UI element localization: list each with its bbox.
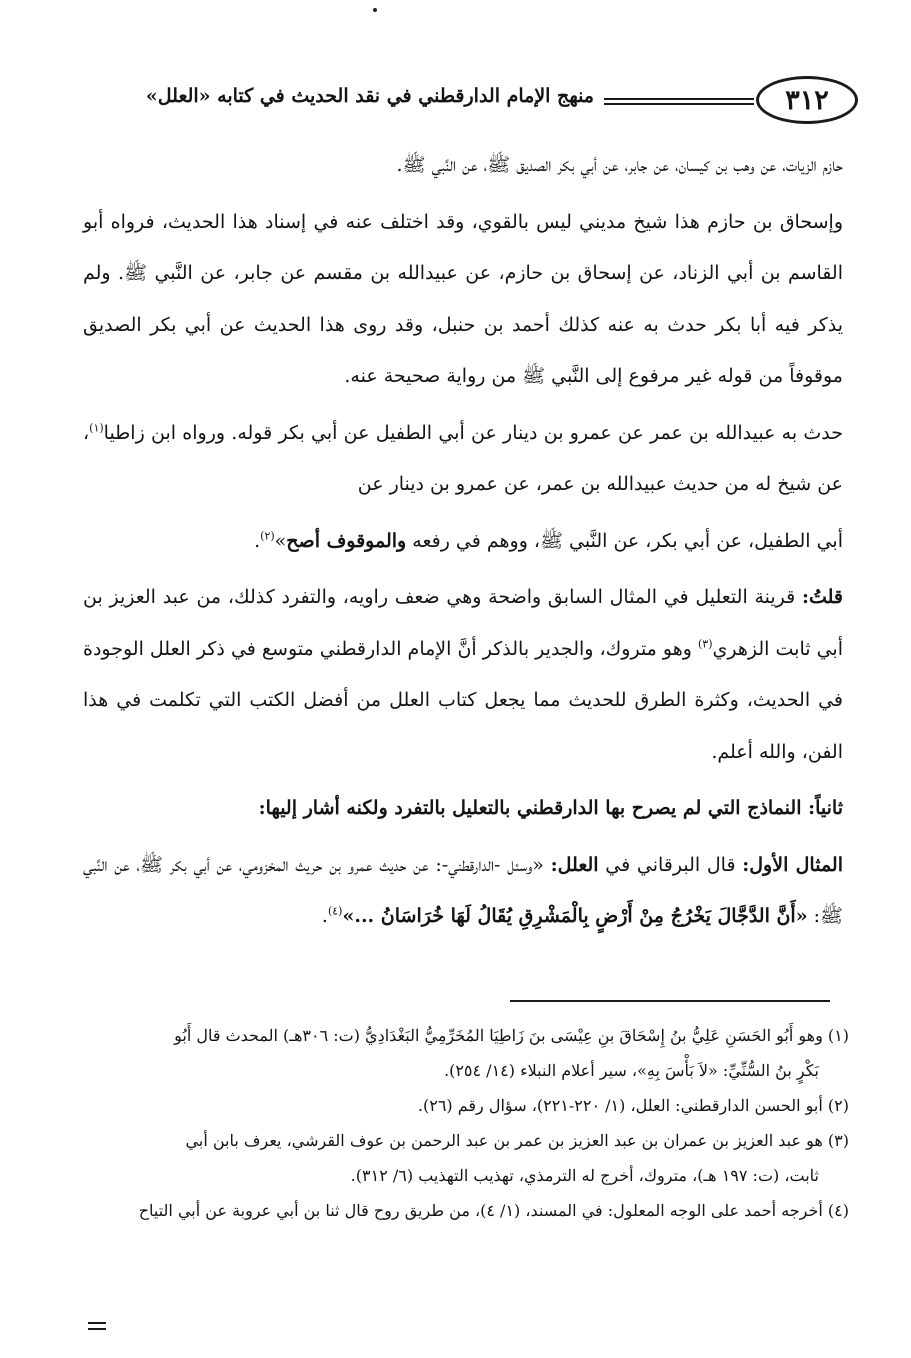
footnote-1: [61, 1018, 849, 1088]
running-title: منهج الإمام الدارقطني في نقد الحديث في كتابه «العلل»: [145, 85, 594, 107]
hadith-quote: «أَنَّ الدَّجَّالَ يَخْرُجُ مِنْ أَرْضٍ بِالْمَشْرِقِ يُقَالُ لَهَا خُرَاسَانُ ...»: [342, 905, 808, 927]
paragraph-3-text-b: ، عن شيخ له من حديث عبيدالله بن عمر، عن عمرو بن دينار عن: [83, 421, 843, 495]
paragraph-2-text: وإسحاق بن حازم هذا شيخ مديني ليس بالقوي، وقد اختلف عنه في إسناد هذا الحديث، فرواه أبو القاسم بن أبي الزناد، عن إسحاق بن حازم، عن عبيدالله بن مقسم عن جابر، عن النَّبي ﷺ. ولم يذكر فيه أبا بكر حدث به عنه كذلك أحمد بن حنبل، وقد روى هذا الحديث عن أبي بكر الصديق موقوفاً من قوله غير مرفوع إلى النَّبي ﷺ من رواية صحيحة عنه.: [83, 210, 843, 387]
page-number: ٣١٢: [756, 76, 858, 124]
footnotes: [61, 1018, 849, 1228]
paragraph-4-text-a: أبي الطفيل، عن أبي بكر، عن النَّبي ﷺ، ووهم في رفعه: [406, 529, 843, 552]
footnote-3: [61, 1123, 849, 1193]
paragraph-4: [83, 516, 843, 568]
paragraph-5: [83, 572, 843, 778]
paragraph-4-quote-close: »: [274, 529, 287, 552]
footnote-3-line-1: (٣) هو عبد العزيز بن عمران بن عبد العزيز بن عمر بن عبد الرحمن بن عوف القرشي، يعرف بابن أبي: [185, 1131, 849, 1150]
paragraph-4-period: .: [254, 529, 261, 552]
paragraph-5-text-a: قرينة التعليل في المثال السابق واضحة وهي ضعف راويه، والتفرد كذلك، من عبد العزيز بن أبي ثابت الزهري: [83, 586, 843, 660]
main-text: [83, 140, 843, 943]
paragraph-7-period: .: [321, 905, 328, 927]
paragraph-3-text-a: حدث به عبيدالله بن عمر عن عمرو بن دينار عن أبي الطفيل عن أبي بكر قوله. ورواه ابن زاطيا: [103, 421, 843, 444]
paragraph-4-bold: والموقوف أصح: [286, 529, 407, 552]
footnote-2-text: (٢) أبو الحسن الدارقطني: العلل، (١/ ٢٢٠-٢٢١)، سؤال رقم (٢٦).: [417, 1096, 849, 1115]
footnote-2: [61, 1088, 849, 1123]
footnote-4-text: (٤) أخرجه أحمد على الوجه المعلول: في المسند، (١/ ٤)، من طريق روح قال ثنا بن أبي عروبة عن أبي التياح: [138, 1201, 849, 1220]
paragraph-5-text-b: وهو متروك، والجدير بالذكر أنَّ الإمام الدارقطني متوسع في ذكر العلل الوجودة في الحديث، وكثرة الطرق للحديث مما يجعل كتاب العلل من أفضل الكتب التي تكلمت في هذا الفن، والله أعلم.: [83, 637, 843, 763]
paragraph-7-text-a: قال البرقاني في: [598, 853, 743, 876]
section-heading-text: ثانياً: النماذج التي لم يصرح بها الدارقطني بالتعليل بالتفرد ولكنه أشار إليها:: [258, 797, 843, 819]
header-rule: [604, 98, 754, 106]
paragraph-7: [83, 840, 843, 943]
paragraph-1-text: حازم الزيات، عن وهب بن كيسان، عن جابر، عن أبي بكر الصديق ﷺ، عن النَّبي ﷺ.: [396, 154, 843, 176]
paragraph-7-text-b: «وسئل -الدارقطني-: عن حديث عمرو بن حريث المخزومي، عن أبي بكر ﷺ، عن النَّبي ﷺ:: [83, 853, 843, 927]
footnote-ref-4: (٤): [327, 904, 343, 918]
running-header: [68, 72, 858, 132]
footnote-ref-1: (١): [89, 421, 104, 435]
footnote-ref-3: (٣): [698, 637, 713, 651]
footnote-3-line-2: ثابت، (ت: ١٩٧ هـ)، متروك، أخرج له الترمذي، تهذيب التهذيب (٦/ ٣١٢).: [350, 1166, 819, 1185]
continuation-mark: [88, 1322, 106, 1334]
footnote-1-line-2: بَكْرٍ بنُ السُّنِّيِّ: «لاَ بَأْسَ بِهِ»، سير أعلام النبلاء (١٤/ ٢٥٤).: [443, 1061, 819, 1080]
paragraph-2: [83, 197, 843, 403]
paragraph-7-label: المثال الأول:: [742, 853, 843, 876]
paragraph-3: [83, 408, 843, 511]
footnote-4: [61, 1193, 849, 1228]
paragraph-7-bold: العلل:: [550, 853, 599, 876]
paragraph-5-label: قلتُ:: [801, 586, 843, 608]
paragraph-1: [83, 140, 843, 192]
footnote-separator: [510, 1000, 830, 1002]
section-heading: [83, 783, 843, 835]
footnote-ref-2: (٢): [260, 529, 275, 543]
scan-speck: [373, 8, 377, 12]
footnote-1-line-1: (١) وهو أَبُو الحَسَنِ عَلِيُّ بنُ إِسْحَاقَ بنِ عِيْسَى بنَ زَاطِيَا المُخَرِّمِيُّ البَغْدَادِيُّ (ت: ٣٠٦هـ) المحدث قال أَبُو: [174, 1026, 849, 1045]
